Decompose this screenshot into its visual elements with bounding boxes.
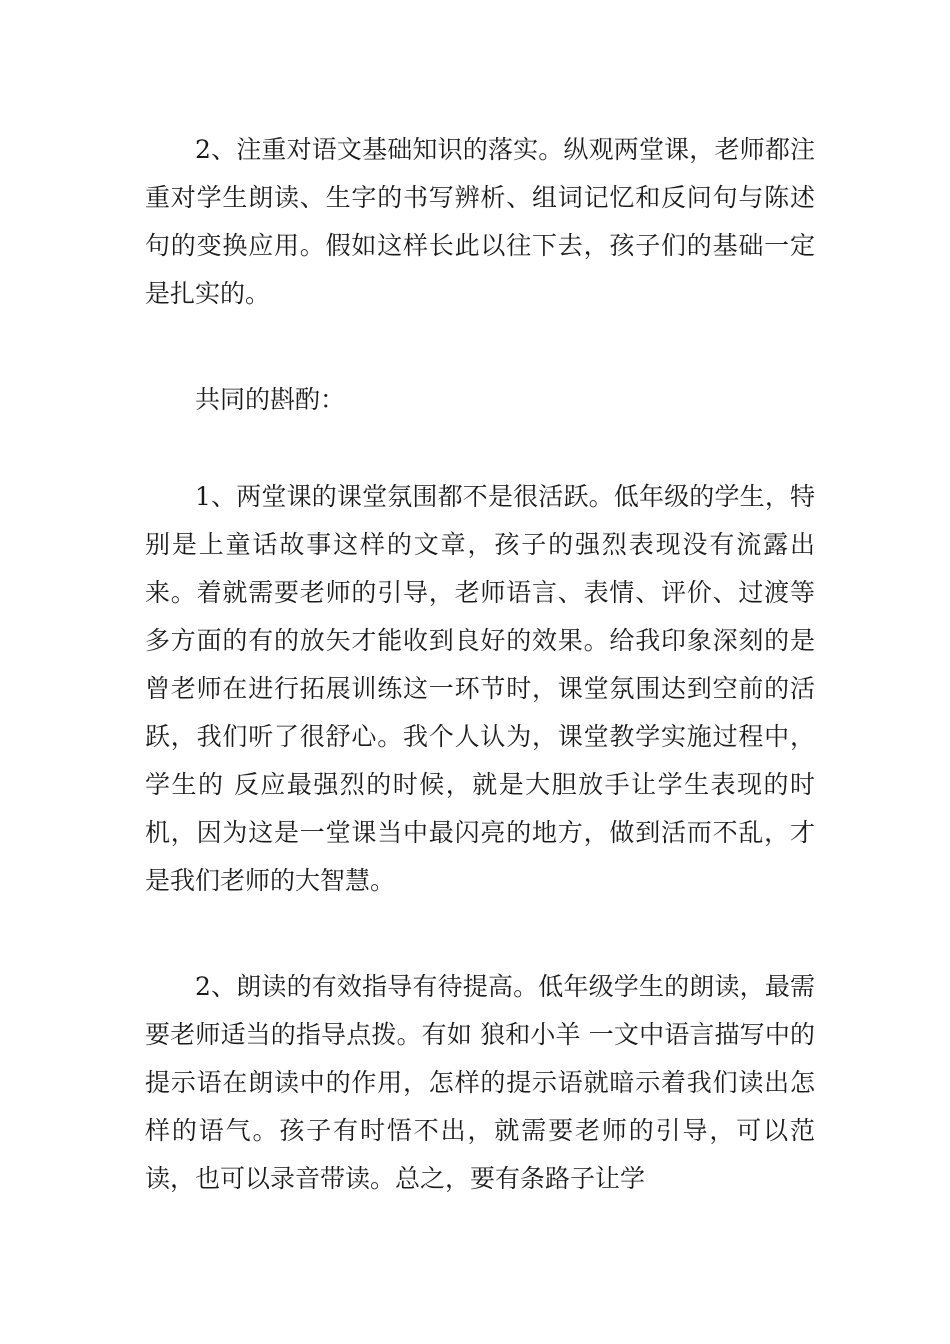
section-heading-text: 共同的斟酌： (195, 385, 346, 414)
paragraph-text: 2、朗读的有效指导有待提高。低年级学生的朗读，最需要老师适当的指导点拨。有如 狼和小羊 一文中语言描写中的提示语在朗读中的作用，怎样的提示语就暗示着我们读出怎样的语气。孩子有时悟不出，就需要老师的引导，可以范读，也可以录音带读。总之，要有条路子让学 (145, 972, 815, 1193)
section-heading-shared-reflection (145, 376, 815, 424)
paragraph-basic-knowledge (145, 126, 815, 318)
paragraph-text: 1、两堂课的课堂氛围都不是很活跃。低年级的学生，特别是上童话故事这样的文章，孩子的强烈表现没有流露出来。着就需要老师的引导，老师语言、表情、评价、过渡等多方面的有的放矢才能收到良好的效果。给我印象深刻的是曾老师在进行拓展训练这一环节时，课堂氛围达到空前的活跃，我们听了很舒心。我个人认为，课堂教学实施过程中，学生的 反应最强烈的时候，就是大胆放手让学生表现的时机，因为这是一堂课当中最闪亮的地方，做到活而不乱，才是我们老师的大智慧。 (145, 482, 815, 895)
paragraph-reading-guidance (145, 963, 815, 1203)
paragraph-classroom-atmosphere (145, 473, 815, 905)
paragraph-text: 2、注重对语文基础知识的落实。纵观两堂课，老师都注重对学生朗读、生字的书写辨析、组词记忆和反问句与陈述句的变换应用。假如这样长此以往下去，孩子们的基础一定是扎实的。 (145, 135, 815, 308)
